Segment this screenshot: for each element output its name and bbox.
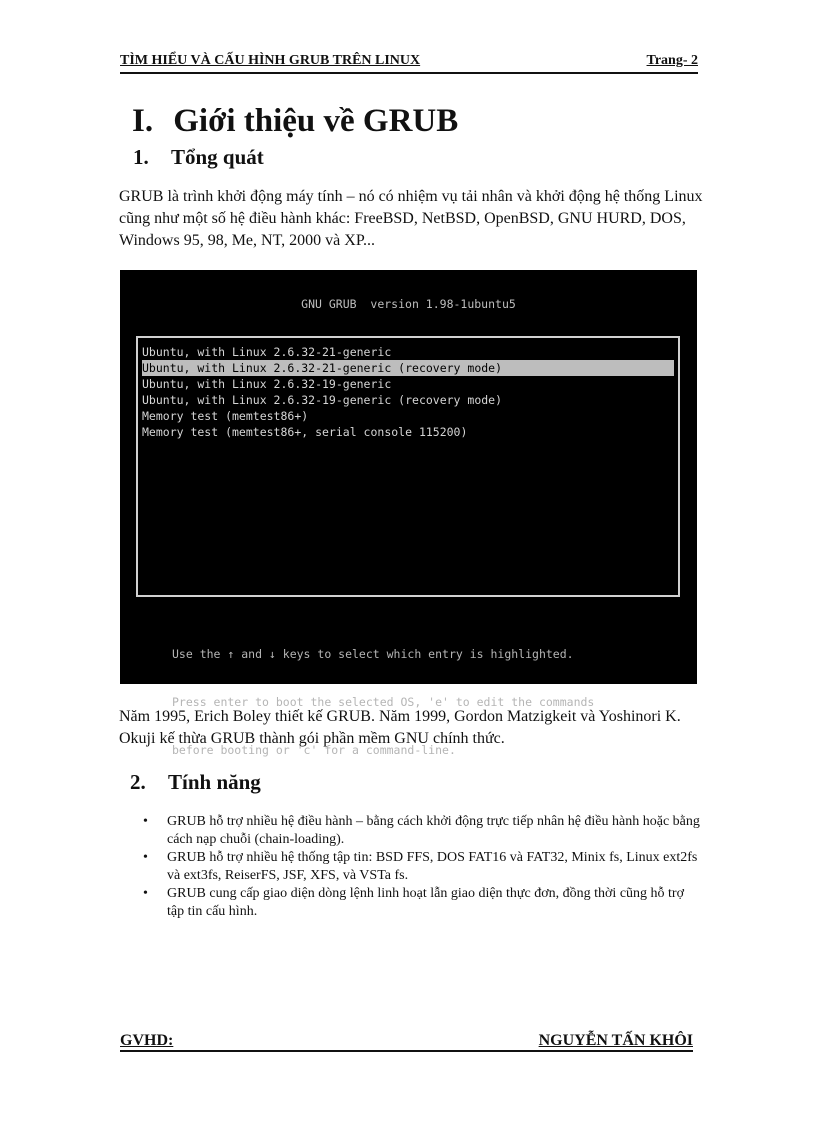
grub-help-line: before booting or 'c' for a command-line. — [172, 743, 456, 757]
section-title: Giới thiệu về GRUB — [173, 103, 459, 139]
subsection-heading-overview — [133, 145, 264, 170]
page-header — [120, 52, 698, 74]
grub-version: GNU GRUB version 1.98-1ubuntu5 — [301, 297, 516, 311]
subsection-number: 2. — [130, 770, 146, 794]
bullet-icon: • — [143, 850, 148, 865]
grub-entry[interactable]: Ubuntu, with Linux 2.6.32-19-generic — [142, 377, 392, 391]
section-number: I. — [132, 103, 154, 139]
list-item — [141, 813, 701, 849]
grub-help-line: Use the ↑ and ↓ keys to select which entry is highlighted. — [172, 647, 574, 661]
footer-advisor-label: GVHD: — [120, 1032, 174, 1049]
grub-entry[interactable]: Memory test (memtest86+, serial console 115200) — [142, 425, 468, 439]
page-number: Trang- 2 — [646, 53, 698, 68]
page-footer — [120, 1032, 693, 1052]
grub-entry[interactable]: Ubuntu, with Linux 2.6.32-19-generic (recovery mode) — [142, 393, 503, 407]
bullet-icon: • — [143, 886, 148, 901]
intro-paragraph: GRUB là trình khởi động máy tính – nó có nhiệm vụ tải nhân và khởi động hệ thống Linux cũng như một số hệ điều hành khác: FreeBSD, NetBSD, OpenBSD, GNU HURD, DOS, Windows 95, 98, Me, NT, 2000 và XP... — [119, 188, 703, 249]
subsection-heading-features — [130, 770, 261, 795]
feature-text: GRUB cung cấp giao diện dòng lệnh linh hoạt lẫn giao diện thực đơn, đồng thời cũng hỗ trợ tập tin cấu hình. — [167, 886, 684, 919]
list-item — [141, 885, 701, 921]
features-list — [141, 813, 701, 921]
grub-menu-box — [136, 336, 680, 597]
grub-entry[interactable]: Ubuntu, with Linux 2.6.32-21-generic — [142, 345, 392, 359]
feature-text: GRUB hỗ trợ nhiều hệ thống tập tin: BSD FFS, DOS FAT16 và FAT32, Minix fs, Linux ext2fs và ext3fs, ReiserFS, JSF, XFS, và VSTa fs. — [167, 850, 698, 883]
section-heading — [132, 103, 458, 140]
subsection-title: Tổng quát — [171, 145, 264, 169]
feature-text: GRUB hỗ trợ nhiều hệ điều hành – bằng cách khởi động trực tiếp nhân hệ điều hành hoặc bằng cách nạp chuỗi (chain-loading). — [167, 814, 700, 847]
header-title: TÌM HIỂU VÀ CẤU HÌNH GRUB TRÊN LINUX — [120, 53, 421, 68]
history-paragraph: Năm 1995, Erich Boley thiết kế GRUB. Năm 1999, Gordon Matzigkeit và Yoshinori K. Okuji kế thừa GRUB thành gói phần mềm GNU chính thức. — [119, 708, 681, 747]
subsection-title: Tính năng — [168, 770, 261, 794]
bullet-icon: • — [143, 814, 148, 829]
grub-entry-selected[interactable]: Ubuntu, with Linux 2.6.32-21-generic (recovery mode) — [142, 360, 674, 376]
grub-entry[interactable]: Memory test (memtest86+) — [142, 409, 309, 423]
grub-help-line: Press enter to boot the selected OS, 'e' to edit the commands — [172, 695, 595, 709]
list-item — [141, 849, 701, 885]
grub-help-text — [172, 614, 594, 790]
footer-author: NGUYỄN TẤN KHÔI — [538, 1032, 693, 1049]
subsection-number: 1. — [133, 145, 149, 169]
